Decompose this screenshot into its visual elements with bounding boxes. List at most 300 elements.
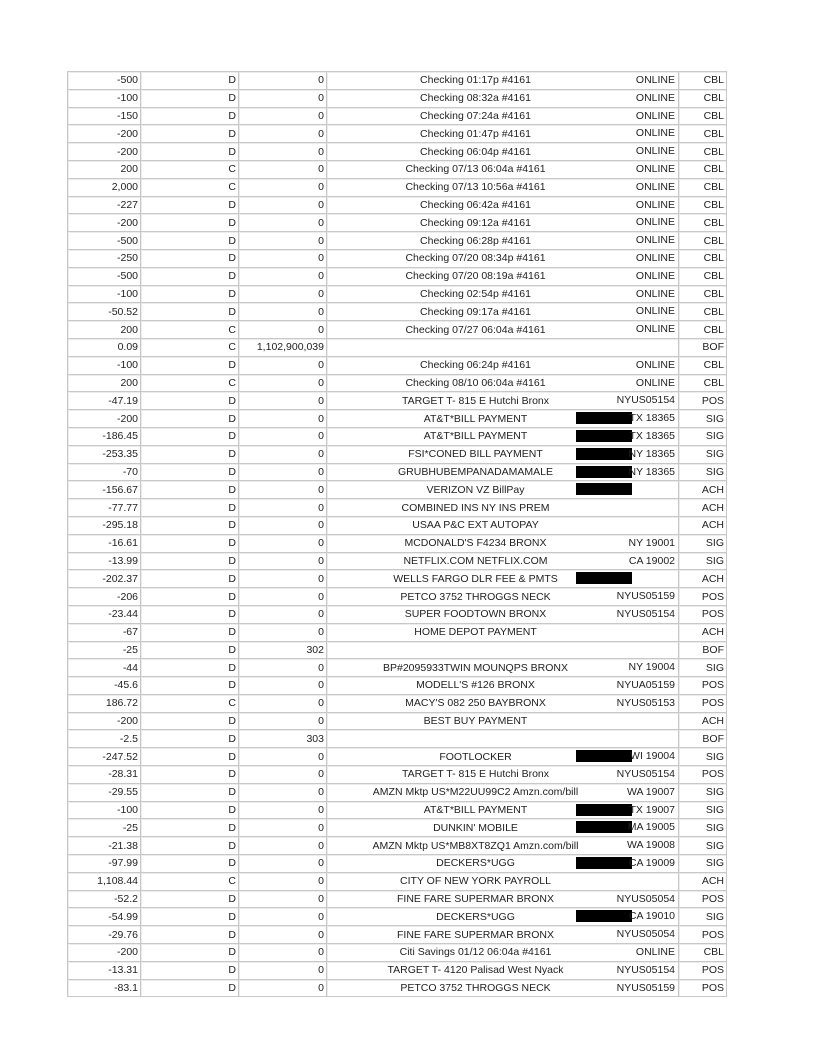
description-location: WI 19004	[630, 750, 675, 763]
reference-cell: 0	[239, 321, 327, 339]
reference-cell: 0	[239, 357, 327, 375]
description-cell	[327, 214, 679, 232]
description-text: Checking 06:04p #4161	[420, 145, 531, 158]
type-cell: D	[141, 268, 239, 286]
reference-cell: 0	[239, 71, 327, 90]
code-cell: SIG	[679, 410, 727, 428]
amount-cell: 200	[67, 375, 141, 393]
amount-cell: 186.72	[67, 695, 141, 713]
type-cell: D	[141, 962, 239, 980]
description-cell	[327, 125, 679, 143]
description-cell	[327, 392, 679, 410]
description-text: Checking 07/13 10:56a #4161	[405, 181, 546, 194]
table-row	[67, 784, 727, 802]
reference-cell: 0	[239, 268, 327, 286]
table-row	[67, 446, 727, 464]
description-cell	[327, 944, 679, 962]
description-cell	[327, 446, 679, 464]
description-cell	[327, 784, 679, 802]
code-cell: ACH	[679, 570, 727, 588]
description-cell	[327, 624, 679, 642]
type-cell: D	[141, 624, 239, 642]
description-cell	[327, 766, 679, 784]
code-cell: CBL	[679, 108, 727, 126]
description-cell	[327, 677, 679, 695]
description-text: FINE FARE SUPERMAR BRONX	[397, 893, 554, 906]
description-location: MA 19005	[627, 821, 675, 834]
amount-cell: -202.37	[67, 570, 141, 588]
description-cell	[327, 535, 679, 553]
description-cell	[327, 873, 679, 891]
description-text: Citi Savings 01/12 06:04a #4161	[399, 946, 552, 959]
table-row	[67, 179, 727, 197]
description-cell	[327, 179, 679, 197]
reference-cell: 0	[239, 214, 327, 232]
code-cell: SIG	[679, 553, 727, 571]
description-cell	[327, 499, 679, 517]
description-text: USAA P&C EXT AUTOPAY	[412, 519, 539, 532]
table-row	[67, 250, 727, 268]
description-cell	[327, 143, 679, 161]
table-row	[67, 944, 727, 962]
table-row	[67, 143, 727, 161]
table-row	[67, 624, 727, 642]
table-row	[67, 125, 727, 143]
reference-cell: 0	[239, 980, 327, 998]
description-location: ONLINE	[635, 216, 675, 229]
code-cell: ACH	[679, 481, 727, 499]
table-row	[67, 588, 727, 606]
type-cell: D	[141, 464, 239, 482]
amount-cell: -2.5	[67, 730, 141, 748]
description-text: TARGET T- 815 E Hutchi Bronx	[401, 394, 550, 407]
code-cell: CBL	[679, 143, 727, 161]
amount-cell: -100	[67, 286, 141, 304]
description-location: NYUS05153	[616, 696, 675, 709]
description-cell	[327, 357, 679, 375]
type-cell: C	[141, 339, 239, 357]
description-text: Checking 08:32a #4161	[420, 92, 531, 105]
description-text: Checking 06:42a #4161	[420, 198, 531, 211]
description-cell	[327, 980, 679, 998]
description-text: Checking 07:24a #4161	[420, 109, 531, 122]
description-location: NYUS05154	[616, 963, 675, 976]
reference-cell: 0	[239, 659, 327, 677]
reference-cell: 0	[239, 784, 327, 802]
table-row	[67, 926, 727, 944]
code-cell: CBL	[679, 944, 727, 962]
code-cell: ACH	[679, 499, 727, 517]
reference-cell: 0	[239, 161, 327, 179]
code-cell: CBL	[679, 250, 727, 268]
code-cell: SIG	[679, 535, 727, 553]
code-cell: BOF	[679, 339, 727, 357]
description-cell	[327, 748, 679, 766]
amount-cell: -150	[67, 108, 141, 126]
redaction-bar	[576, 430, 632, 442]
reference-cell: 0	[239, 802, 327, 820]
description-text: PETCO 3752 THROGGS NECK	[400, 590, 551, 603]
type-cell: D	[141, 944, 239, 962]
description-text: Checking 09:12a #4161	[420, 216, 531, 229]
reference-cell: 0	[239, 677, 327, 695]
amount-cell: -200	[67, 125, 141, 143]
type-cell: D	[141, 499, 239, 517]
reference-cell: 0	[239, 873, 327, 891]
amount-cell: -247.52	[67, 748, 141, 766]
table-row	[67, 766, 727, 784]
amount-cell: -156.67	[67, 481, 141, 499]
reference-cell: 0	[239, 766, 327, 784]
code-cell: ACH	[679, 713, 727, 731]
redaction-bar	[576, 910, 632, 922]
table-row	[67, 108, 727, 126]
code-cell: CBL	[679, 286, 727, 304]
table-row	[67, 642, 727, 660]
table-row	[67, 357, 727, 375]
table-row	[67, 837, 727, 855]
amount-cell: -186.45	[67, 428, 141, 446]
description-cell	[327, 303, 679, 321]
description-location: ONLINE	[635, 251, 675, 264]
reference-cell: 0	[239, 517, 327, 535]
amount-cell: -200	[67, 713, 141, 731]
description-cell	[327, 481, 679, 499]
code-cell: CBL	[679, 214, 727, 232]
description-location: TX 18365	[629, 412, 675, 425]
description-text: NETFLIX.COM NETFLIX.COM	[403, 554, 548, 567]
amount-cell: -47.19	[67, 392, 141, 410]
reference-cell: 0	[239, 891, 327, 909]
description-cell	[327, 606, 679, 624]
description-location: WA 19008	[626, 839, 675, 852]
description-location: NYUA05159	[616, 679, 675, 692]
type-cell: D	[141, 410, 239, 428]
code-cell: CBL	[679, 197, 727, 215]
reference-cell: 0	[239, 908, 327, 926]
type-cell: D	[141, 855, 239, 873]
description-cell	[327, 642, 679, 660]
amount-cell: -200	[67, 410, 141, 428]
description-location: WA 19007	[626, 785, 675, 798]
table-row	[67, 286, 727, 304]
type-cell: D	[141, 232, 239, 250]
amount-cell: -23.44	[67, 606, 141, 624]
reference-cell: 0	[239, 570, 327, 588]
description-cell	[327, 553, 679, 571]
amount-cell: -500	[67, 232, 141, 250]
description-text: TARGET T- 815 E Hutchi Bronx	[401, 768, 550, 781]
amount-cell: -13.99	[67, 553, 141, 571]
description-location: TX 19007	[629, 803, 675, 816]
reference-cell: 0	[239, 926, 327, 944]
description-cell	[327, 286, 679, 304]
description-text: VERIZON VZ BillPay	[426, 483, 525, 496]
redaction-bar	[576, 412, 632, 424]
type-cell: D	[141, 570, 239, 588]
type-cell: D	[141, 659, 239, 677]
amount-cell: 1,108.44	[67, 873, 141, 891]
code-cell: CBL	[679, 71, 727, 90]
reference-cell: 0	[239, 143, 327, 161]
reference-cell: 0	[239, 748, 327, 766]
description-location: CA 19002	[628, 554, 675, 567]
table-row	[67, 606, 727, 624]
table-row	[67, 962, 727, 980]
code-cell: CBL	[679, 357, 727, 375]
reference-cell: 1,102,900,039	[239, 339, 327, 357]
type-cell: D	[141, 802, 239, 820]
description-cell	[327, 837, 679, 855]
description-text: PETCO 3752 THROGGS NECK	[400, 982, 551, 995]
type-cell: D	[141, 766, 239, 784]
amount-cell: -16.61	[67, 535, 141, 553]
table-row	[67, 339, 727, 357]
description-text: AT&T*BILL PAYMENT	[423, 430, 528, 443]
type-cell: C	[141, 179, 239, 197]
amount-cell: 200	[67, 161, 141, 179]
amount-cell: -100	[67, 357, 141, 375]
description-location: ONLINE	[635, 127, 675, 140]
type-cell: D	[141, 428, 239, 446]
description-text: Checking 02:54p #4161	[420, 287, 531, 300]
description-cell	[327, 339, 679, 357]
description-location: NY 19001	[628, 536, 675, 549]
amount-cell: -250	[67, 250, 141, 268]
type-cell: D	[141, 891, 239, 909]
code-cell: POS	[679, 677, 727, 695]
type-cell: D	[141, 784, 239, 802]
reference-cell: 0	[239, 588, 327, 606]
description-location: NYUS05054	[616, 892, 675, 905]
amount-cell: -29.55	[67, 784, 141, 802]
code-cell: ACH	[679, 873, 727, 891]
table-row	[67, 873, 727, 891]
description-cell	[327, 464, 679, 482]
code-cell: CBL	[679, 232, 727, 250]
type-cell: D	[141, 143, 239, 161]
code-cell: SIG	[679, 748, 727, 766]
description-text: Checking 07/27 06:04a #4161	[405, 323, 546, 336]
description-location: NYUS05154	[616, 607, 675, 620]
table-row	[67, 410, 727, 428]
amount-cell: -227	[67, 197, 141, 215]
description-cell	[327, 730, 679, 748]
reference-cell: 0	[239, 695, 327, 713]
description-text: Checking 06:28p #4161	[420, 234, 531, 247]
description-cell	[327, 855, 679, 873]
description-location: ONLINE	[635, 287, 675, 300]
amount-cell: -100	[67, 802, 141, 820]
description-location: ONLINE	[635, 358, 675, 371]
table-row	[67, 71, 727, 90]
description-text: AT&T*BILL PAYMENT	[423, 804, 528, 817]
amount-cell: -13.31	[67, 962, 141, 980]
description-text: MCDONALD'S F4234 BRONX	[404, 537, 547, 550]
code-cell: BOF	[679, 730, 727, 748]
reference-cell: 0	[239, 392, 327, 410]
reference-cell: 0	[239, 232, 327, 250]
description-text: Checking 07/20 08:34p #4161	[405, 252, 546, 265]
description-location: ONLINE	[635, 162, 675, 175]
type-cell: C	[141, 873, 239, 891]
code-cell: SIG	[679, 446, 727, 464]
amount-cell: -50.52	[67, 303, 141, 321]
table-row	[67, 303, 727, 321]
type-cell: D	[141, 481, 239, 499]
description-text: FOOTLOCKER	[439, 750, 512, 763]
description-location: ONLINE	[635, 946, 675, 959]
table-row	[67, 908, 727, 926]
amount-cell: -28.31	[67, 766, 141, 784]
type-cell: D	[141, 517, 239, 535]
code-cell: SIG	[679, 908, 727, 926]
description-text: Checking 01:17p #4161	[420, 74, 531, 87]
table-row	[67, 855, 727, 873]
table-row	[67, 499, 727, 517]
type-cell: D	[141, 730, 239, 748]
description-text: COMBINED INS NY INS PREM	[401, 501, 550, 514]
transaction-sheet	[67, 71, 727, 997]
amount-cell: -52.2	[67, 891, 141, 909]
description-location: TX 18365	[629, 429, 675, 442]
reference-cell: 0	[239, 713, 327, 731]
table-row	[67, 481, 727, 499]
description-text: FSI*CONED BILL PAYMENT	[408, 448, 543, 461]
reference-cell: 0	[239, 375, 327, 393]
amount-cell: -67	[67, 624, 141, 642]
table-row	[67, 90, 727, 108]
amount-cell: -70	[67, 464, 141, 482]
code-cell: SIG	[679, 659, 727, 677]
description-location: ONLINE	[635, 91, 675, 104]
code-cell: ACH	[679, 624, 727, 642]
description-cell	[327, 428, 679, 446]
description-cell	[327, 819, 679, 837]
type-cell: D	[141, 553, 239, 571]
description-cell	[327, 891, 679, 909]
code-cell: SIG	[679, 784, 727, 802]
code-cell: BOF	[679, 642, 727, 660]
description-text: DUNKIN' MOBILE	[433, 821, 518, 834]
amount-cell: -25	[67, 642, 141, 660]
redaction-bar	[576, 750, 632, 762]
code-cell: ACH	[679, 517, 727, 535]
description-text: SUPER FOODTOWN BRONX	[404, 608, 547, 621]
type-cell: D	[141, 588, 239, 606]
code-cell: CBL	[679, 268, 727, 286]
description-location: ONLINE	[635, 74, 675, 86]
reference-cell: 0	[239, 819, 327, 837]
description-text: AMZN Mktp US*M22UU99C2 Amzn.com/bill	[372, 786, 579, 799]
description-location: NYUS05154	[616, 768, 675, 781]
table-row	[67, 748, 727, 766]
reference-cell: 0	[239, 428, 327, 446]
table-row	[67, 891, 727, 909]
description-cell	[327, 802, 679, 820]
table-row	[67, 392, 727, 410]
description-text: Checking 07/20 08:19a #4161	[405, 270, 546, 283]
description-location: ONLINE	[635, 269, 675, 282]
reference-cell: 0	[239, 944, 327, 962]
description-text: HOME DEPOT PAYMENT	[414, 626, 537, 639]
redaction-bar	[576, 804, 632, 816]
amount-cell: -97.99	[67, 855, 141, 873]
table-row	[67, 375, 727, 393]
description-text: Checking 07/13 06:04a #4161	[405, 163, 546, 176]
code-cell: CBL	[679, 303, 727, 321]
description-text: BP#2095933TWIN MOUNQPS BRONX	[383, 661, 568, 674]
type-cell: D	[141, 71, 239, 90]
description-text: Checking 01:47p #4161	[420, 127, 531, 140]
amount-cell: -83.1	[67, 980, 141, 998]
description-cell	[327, 90, 679, 108]
description-text: FINE FARE SUPERMAR BRONX	[397, 928, 554, 941]
description-location: ONLINE	[635, 234, 675, 247]
amount-cell: -45.6	[67, 677, 141, 695]
table-row	[67, 553, 727, 571]
description-text: WELLS FARGO DLR FEE & PMTS	[393, 572, 558, 585]
description-text: MODELL'S #126 BRONX	[416, 679, 535, 692]
code-cell: CBL	[679, 125, 727, 143]
amount-cell: -500	[67, 268, 141, 286]
reference-cell: 0	[239, 197, 327, 215]
description-location: NY 18365	[628, 447, 675, 460]
description-cell	[327, 908, 679, 926]
reference-cell: 0	[239, 303, 327, 321]
code-cell: SIG	[679, 464, 727, 482]
redaction-bar	[576, 821, 632, 833]
code-cell: SIG	[679, 428, 727, 446]
reference-cell: 0	[239, 837, 327, 855]
code-cell: POS	[679, 588, 727, 606]
description-text: Checking 08/10 06:04a #4161	[405, 376, 546, 389]
type-cell: D	[141, 250, 239, 268]
table-row	[67, 980, 727, 998]
amount-cell: -253.35	[67, 446, 141, 464]
reference-cell: 0	[239, 446, 327, 464]
redaction-bar	[576, 448, 632, 460]
table-row	[67, 677, 727, 695]
type-cell: D	[141, 446, 239, 464]
description-cell	[327, 517, 679, 535]
transactions-table	[67, 71, 727, 997]
code-cell: POS	[679, 695, 727, 713]
reference-cell: 0	[239, 125, 327, 143]
amount-cell: -54.99	[67, 908, 141, 926]
amount-cell: -44	[67, 659, 141, 677]
type-cell: D	[141, 392, 239, 410]
description-location: CA 19009	[628, 857, 675, 870]
description-location: ONLINE	[635, 198, 675, 211]
table-row	[67, 268, 727, 286]
description-text: DECKERS*UGG	[436, 857, 515, 870]
reference-cell: 0	[239, 179, 327, 197]
type-cell: D	[141, 197, 239, 215]
description-cell	[327, 713, 679, 731]
description-cell	[327, 197, 679, 215]
redaction-bar	[576, 857, 632, 869]
description-cell	[327, 161, 679, 179]
amount-cell: -206	[67, 588, 141, 606]
description-cell	[327, 250, 679, 268]
reference-cell: 0	[239, 535, 327, 553]
description-cell	[327, 268, 679, 286]
table-row	[67, 570, 727, 588]
description-location: ONLINE	[635, 305, 675, 318]
description-text: BEST BUY PAYMENT	[423, 715, 528, 728]
reference-cell: 0	[239, 464, 327, 482]
